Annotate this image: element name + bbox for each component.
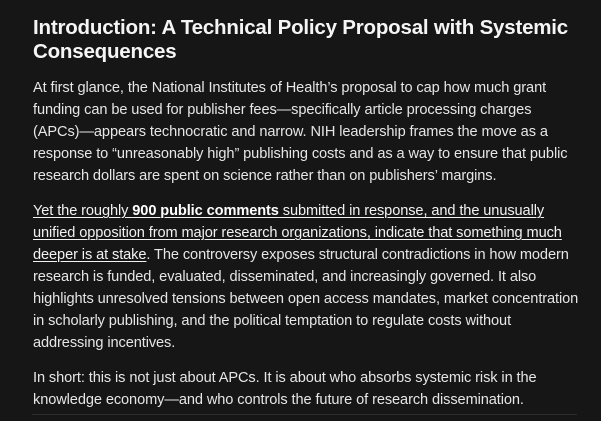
section-heading: Introduction: A Technical Policy Proposal with Systemic Consequences bbox=[33, 16, 569, 63]
section-divider bbox=[32, 414, 577, 415]
link-text-suffix: submitted in response, and the unusually unified opposition from major research organizations, indicate that something much deeper is at stake bbox=[33, 203, 562, 263]
article-section bbox=[33, 16, 581, 411]
link-text-prefix: Yet the roughly bbox=[33, 203, 133, 219]
public-comments-paragraph bbox=[33, 200, 581, 354]
intro-paragraph: At first glance, the National Institutes of Health’s proposal to cap how much grant funding can be used for publisher fees—specifically article processing charges (APCs)—appears technocratic and narrow. NIH leadership frames the move as a response to “unreasonably high” publishing costs and as a way to ensure that public research dollars are spent on science rather than on publishers’ margins. bbox=[33, 80, 568, 184]
link-text-bold: 900 public comments bbox=[132, 203, 279, 219]
summary-paragraph: In short: this is not just about APCs. It is about who absorbs systemic risk in the knowledge economy—and who controls the future of research dissemination. bbox=[33, 370, 537, 408]
paragraph-rest: . The controversy exposes structural contradictions in how modern research is funded, evaluated, disseminated, and increasingly governed. It also highlights unresolved tensions between open access mandates, market concentration in scholarly publishing, and the political temptation to regulate costs without addressing incentives. bbox=[33, 247, 579, 351]
